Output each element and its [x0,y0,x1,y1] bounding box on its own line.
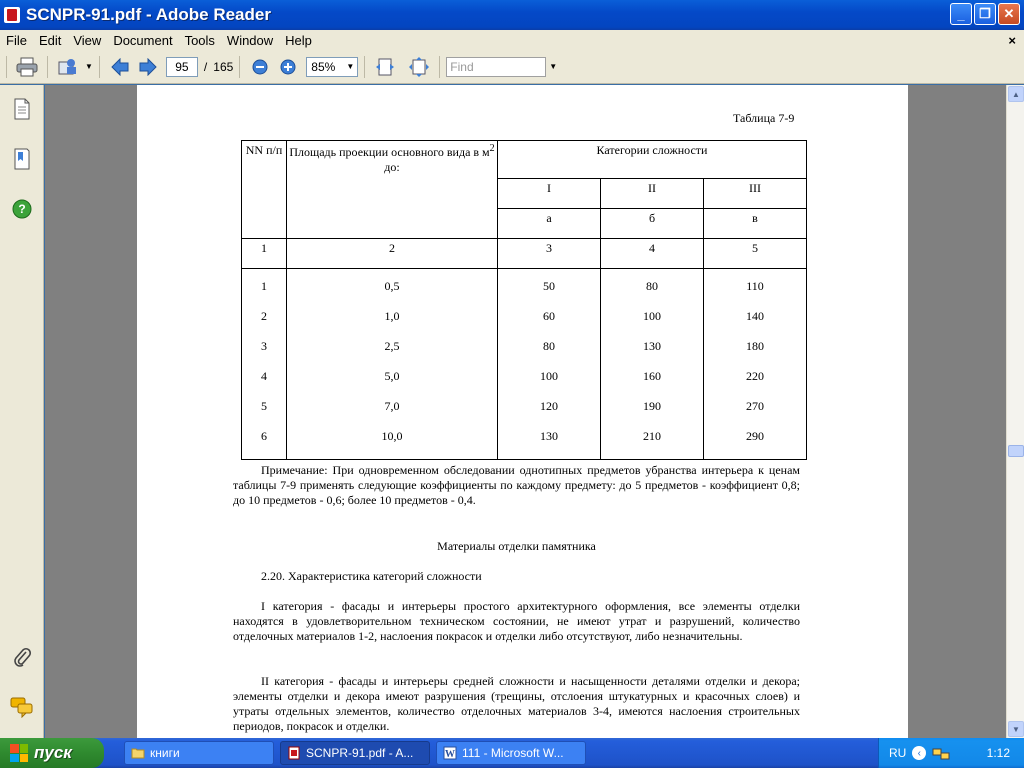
table-cell: 5,0 [384,369,400,383]
pages-icon[interactable] [10,97,34,121]
start-button[interactable] [0,738,104,768]
tray-expand-icon[interactable]: ‹ [912,746,926,760]
svg-text:W: W [445,749,455,760]
table-cell-nn [242,269,287,460]
fit-page-icon[interactable] [407,55,431,79]
table-cell: 7,0 [384,399,400,413]
help-icon[interactable] [10,197,34,221]
subsection-heading: 2.20. Характеристика категорий сложности [261,569,482,583]
taskbar-item-label: SCNPR-91.pdf - A... [306,746,414,760]
table-cell: 4 [261,369,267,383]
menu-file[interactable]: File [6,32,27,48]
taskbar-item-label: книги [150,746,180,760]
window-controls [950,3,1020,25]
table-cell: 60 [543,309,555,323]
navigation-pane [0,85,44,738]
bookmarks-icon[interactable] [10,147,34,171]
paragraph-category-1: I категория - фасады и интерьеры простого архитектурного оформления, все элементы отделки находятся в удовлетворительном техническом состоянии, не имеют утрат и разрушений, количество отделочных материалов 1-2, наслоения покрасок и отделки либо отсутствуют, либо незначительны. [233,599,800,643]
start-label: пуск [34,743,72,762]
col-number: 1 [242,239,287,269]
table-cell: 3 [261,339,267,353]
table-cell: 2 [261,309,267,323]
col-number: 5 [704,239,807,269]
table-cell: 10,0 [381,429,403,443]
col-number: 2 [287,239,498,269]
toolbar-separator [364,56,365,78]
zoom-out-icon[interactable] [248,55,272,79]
header-area-text: Площадь проекции основного вида в м [289,145,490,159]
zoom-value: 85% [311,59,336,74]
table-cell: 160 [643,369,661,383]
table-body [242,269,807,460]
zoom-in-icon[interactable] [276,55,300,79]
table-cell: 220 [746,369,764,383]
table-cell: 130 [643,339,661,353]
find-input[interactable]: Find [446,57,546,77]
column-number-row [242,239,807,269]
table-cell: 0,5 [384,279,400,293]
svg-text:?: ? [18,202,26,216]
table-cell: 100 [540,369,558,383]
previous-page-icon[interactable] [108,55,132,79]
table-cell-cat1 [498,269,601,460]
table-cell: 120 [540,399,558,413]
menu-bar [0,30,1024,50]
toolbar-separator [99,56,100,78]
header-area [287,141,498,239]
maximize-button[interactable]: ❐ [974,3,996,25]
page-separator: / [203,59,208,74]
taskbar-item-folder[interactable] [124,741,274,765]
header-cat-letter-b: б [601,209,704,239]
language-indicator[interactable]: RU [889,746,907,760]
header-categories: Категории сложности [498,141,807,179]
table-cell: 1 [261,279,267,293]
zoom-dropdown-icon[interactable]: ▼ [346,62,355,71]
word-icon [443,746,457,760]
page-number-input[interactable]: 95 [166,57,198,77]
table-cell: 80 [646,279,658,293]
toolbar-grip [6,56,7,78]
adobe-reader-icon [4,7,20,23]
pdf-page [137,85,908,738]
clock[interactable]: 1:12 [986,746,1010,760]
collaborate-icon[interactable] [56,55,80,79]
table-cell: 1,0 [384,309,400,323]
paragraph-category-2: II категория - фасады и интерьеры средней сложности и насыщенности деталями отделки и декора; элементы отделки и декора имеют разрушения (трещины, отслоения штукатурных и красочных слоев) и утраты отдельных элементов, количество отделочных материалов 3-4, имеются наслоения строительных периодов, покрасок и отделки. [233,674,800,733]
attachments-icon[interactable] [10,645,34,669]
toolbar-separator [47,56,48,78]
document-viewport[interactable] [45,85,1006,738]
title-bar [0,0,1024,30]
table-caption: Таблица 7-9 [733,111,795,125]
table-cell-area [287,269,498,460]
network-icon[interactable] [932,745,950,761]
folder-icon [131,746,145,760]
table-cell: 270 [746,399,764,413]
menu-tools[interactable]: Tools [184,32,215,48]
complexity-table [241,140,807,460]
table-cell: 80 [543,339,555,353]
close-button[interactable]: ✕ [998,3,1020,25]
menu-view[interactable]: View [73,32,102,48]
table-cell-cat3 [704,269,807,460]
col-number: 3 [498,239,601,269]
vertical-scrollbar[interactable] [1006,85,1024,738]
toolbar-separator [239,56,240,78]
header-cat-1: I [498,179,601,209]
minimize-button[interactable]: _ [950,3,972,25]
taskbar-item-word[interactable] [436,741,586,765]
table-cell: 5 [261,399,267,413]
scroll-up-icon[interactable]: ▲ [1008,86,1024,102]
table-cell: 130 [540,429,558,443]
fit-width-icon[interactable] [373,55,397,79]
menu-document[interactable]: Document [113,32,173,48]
table-cell: 100 [643,309,661,323]
scroll-thumb[interactable] [1008,445,1024,457]
menu-help[interactable]: Help [285,32,312,48]
next-page-icon[interactable] [136,55,160,79]
system-tray [878,738,1024,768]
col-number: 4 [601,239,704,269]
find-dropdown-icon[interactable]: ▼ [549,62,558,71]
header-cat-3: III [704,179,807,209]
header-area-suffix: до: [384,160,400,174]
windows-logo-icon [10,744,28,762]
toolbar-separator [439,56,440,78]
header-nn: NN п/п [242,141,287,239]
table-cell: 50 [543,279,555,293]
table-cell: 210 [643,429,661,443]
document-close-button[interactable]: × [1008,32,1016,48]
table-note: Примечание: При одновременном обследовании однотипных предметов убранства интерьера к ценам таблицы 7-9 применять следующие коэффициенты по каждому предмету: до 5 предметов - коэффициент 0,8; до 10 предметов - 0,6; более 10 предметов - 0,4. [233,463,800,507]
window-title: SCNPR-91.pdf - Adobe Reader [26,5,271,24]
table-cell: 190 [643,399,661,413]
table-cell: 180 [746,339,764,353]
comments-icon[interactable] [10,695,34,719]
header-area-sup: 2 [489,143,495,154]
taskbar [0,738,1024,768]
table-cell: 290 [746,429,764,443]
collaborate-dropdown-icon[interactable]: ▼ [85,62,93,71]
pdf-icon [287,746,301,760]
table-cell: 110 [746,279,764,293]
scroll-down-icon[interactable]: ▼ [1008,721,1024,737]
table-cell: 140 [746,309,764,323]
toolbar [0,50,1024,84]
header-cat-letter-a: а [498,209,601,239]
section-title: Материалы отделки памятника [437,539,596,553]
table-cell: 2,5 [384,339,400,353]
menu-window[interactable]: Window [226,32,274,48]
print-icon[interactable] [15,55,39,79]
table-cell-cat2 [601,269,704,460]
menu-edit[interactable]: Edit [38,32,62,48]
page-total: 165 [213,59,234,74]
zoom-select[interactable] [306,57,358,77]
header-cat-letter-v: в [704,209,807,239]
taskbar-item-label: 111 - Microsoft W... [462,746,564,760]
taskbar-item-adobe-reader[interactable] [280,741,430,765]
table-cell: 6 [261,429,267,443]
header-cat-2: II [601,179,704,209]
